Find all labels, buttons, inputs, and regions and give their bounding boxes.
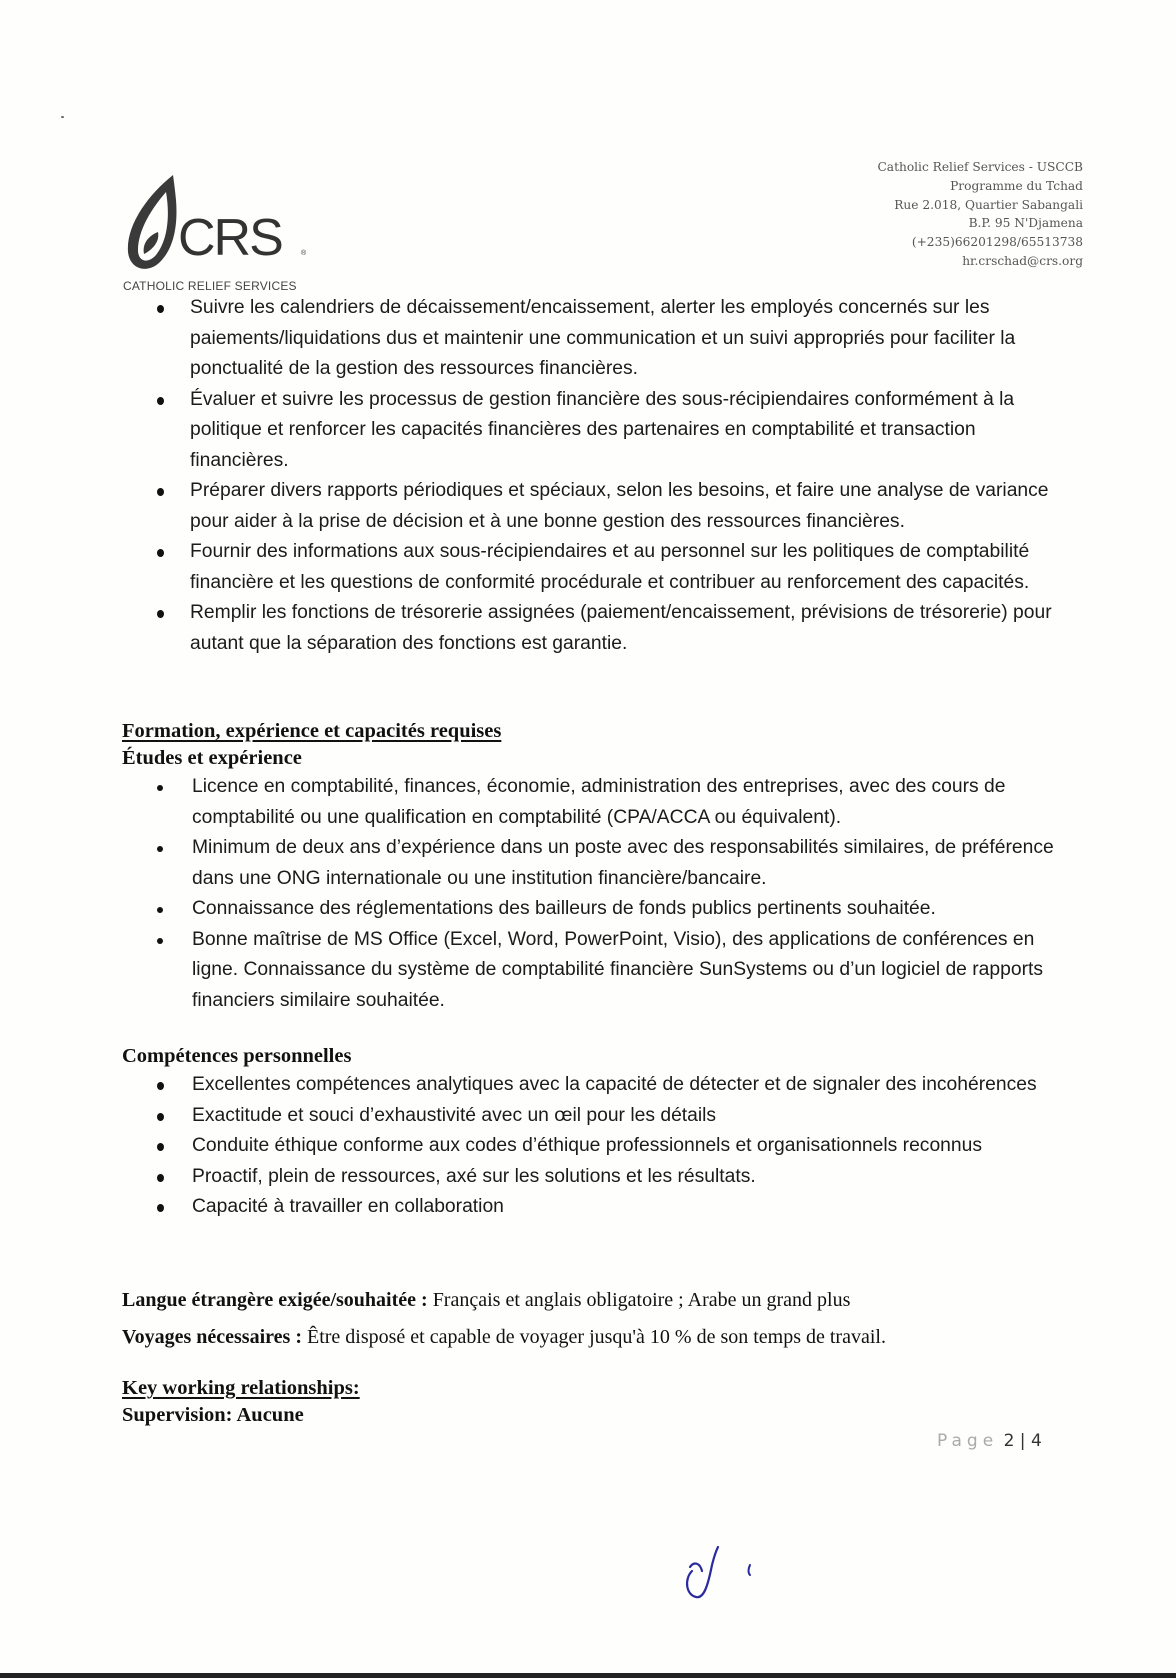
page-label: Page xyxy=(937,1431,999,1451)
subheading-personal-skills: Compétences personnelles xyxy=(122,1045,352,1067)
list-item: Évaluer et suivre les processus de gestion financière des sous-récipiendaires conformément à la politique et renforcer les capacités financières des partenaires en comptabilité et transaction financières. xyxy=(0,385,1070,477)
page-number xyxy=(937,1431,1042,1451)
page-current: 2 xyxy=(1003,1431,1015,1451)
travel-label: Voyages nécessaires : xyxy=(122,1326,302,1348)
list-item: Connaissance des réglementations des bailleurs de fonds publics pertinents souhaitée. xyxy=(0,894,1072,925)
section-heading-relationships: Key working relationships: xyxy=(122,1377,360,1399)
logo-subtitle: CATHOLIC RELIEF SERVICES xyxy=(123,279,297,293)
list-item: Suivre les calendriers de décaissement/encaissement, alerter les employés concernés sur les paiements/liquidations dus et maintenir une communication et un suivi appropriés pour faciliter la ponctualité de la gestion des ressources financières. xyxy=(0,293,1070,385)
bullet-icon xyxy=(157,397,164,405)
travel-requirement xyxy=(122,1326,886,1349)
address-line: B.P. 95 N'Djamena xyxy=(968,216,1083,231)
scan-speck xyxy=(61,116,64,118)
list-item: Préparer divers rapports périodiques et spéciaux, selon les besoins, et faire une analyse de variance pour aider à la prise de décision et à une bonne gestion des ressources financières. xyxy=(0,476,1070,537)
address-email: hr.crschad@crs.org xyxy=(962,253,1083,268)
handwritten-initials xyxy=(680,1545,760,1620)
bullet-icon xyxy=(157,1204,164,1212)
list-item: Minimum de deux ans d’expérience dans un poste avec des responsabilités similaires, de préférence dans une ONG internationale ou une institution financière/bancaire. xyxy=(0,833,1072,894)
bullet-icon xyxy=(157,1082,164,1090)
bullet-icon xyxy=(157,549,164,557)
address-line: (+235)66201298/65513738 xyxy=(911,235,1083,250)
signature-icon xyxy=(680,1545,760,1615)
registered-mark: ® xyxy=(301,250,307,257)
address-line: Programme du Tchad xyxy=(950,178,1083,193)
list-item: Proactif, plein de ressources, axé sur les solutions et les résultats. xyxy=(0,1162,1092,1193)
logo-text: CRS xyxy=(178,209,282,267)
page-total: 4 xyxy=(1030,1431,1042,1451)
language-requirement xyxy=(122,1289,850,1312)
bullet-icon xyxy=(157,785,163,791)
education-list xyxy=(0,772,1176,1016)
travel-value: Être disposé et capable de voyager jusqu'à 10 % de son temps de travail. xyxy=(301,1326,886,1348)
list-item: Exactitude et souci d’exhaustivité avec un œil pour les détails xyxy=(0,1101,1092,1132)
bullet-icon xyxy=(157,610,164,618)
address-line: Rue 2.018, Quartier Sabangali xyxy=(894,197,1083,212)
supervision-line: Supervision: Aucune xyxy=(122,1404,304,1426)
bullet-icon xyxy=(157,938,163,944)
language-label: Langue étrangère exigée/souhaitée : xyxy=(122,1289,428,1311)
list-item: Licence en comptabilité, finances, économie, administration des entreprises, avec des cours de comptabilité ou une qualification en comptabilité (CPA/ACCA ou équivalent). xyxy=(0,772,1072,833)
list-item: Bonne maîtrise de MS Office (Excel, Word, PowerPoint, Visio), des applications de conférences en ligne. Connaissance du système de comptabilité financière SunSystems ou d’un logiciel de rapports financiers similaire souhaitée. xyxy=(0,925,1072,1017)
bullet-icon xyxy=(157,846,163,852)
page-separator: | xyxy=(1019,1431,1026,1451)
list-item: Fournir des informations aux sous-récipiendaires et au personnel sur les politiques de comptabilité financière et les questions de conformité procédurale et contribuer au renforcement des capacités. xyxy=(0,537,1070,598)
bullet-icon xyxy=(157,1113,164,1121)
list-item: Conduite éthique conforme aux codes d’éthique professionnels et organisationnels reconnus xyxy=(0,1131,1112,1162)
language-value: Français et anglais obligatoire ; Arabe un grand plus xyxy=(427,1289,851,1311)
bullet-icon xyxy=(157,305,164,313)
bullet-icon xyxy=(157,1174,164,1182)
bullet-icon xyxy=(157,1143,164,1151)
list-item: Remplir les fonctions de trésorerie assignées (paiement/encaissement, prévisions de trésorerie) pour autant que la séparation des fonctions est garantie. xyxy=(0,598,1070,659)
address-line: Catholic Relief Services - USCCB xyxy=(877,160,1083,174)
bullet-icon xyxy=(157,488,164,496)
scan-edge xyxy=(0,1673,1176,1678)
list-item: Capacité à travailler en collaboration xyxy=(0,1192,1092,1223)
crs-logo xyxy=(118,170,318,295)
organization-address xyxy=(877,158,1083,271)
responsibilities-list xyxy=(0,293,1176,659)
subheading-education: Études et expérience xyxy=(122,747,302,769)
bullet-icon xyxy=(157,907,163,913)
list-item: Excellentes compétences analytiques avec la capacité de détecter et de signaler des incohérences xyxy=(0,1070,1072,1101)
personal-skills-list xyxy=(0,1070,1176,1223)
section-heading-qualifications: Formation, expérience et capacités requises xyxy=(122,720,502,742)
